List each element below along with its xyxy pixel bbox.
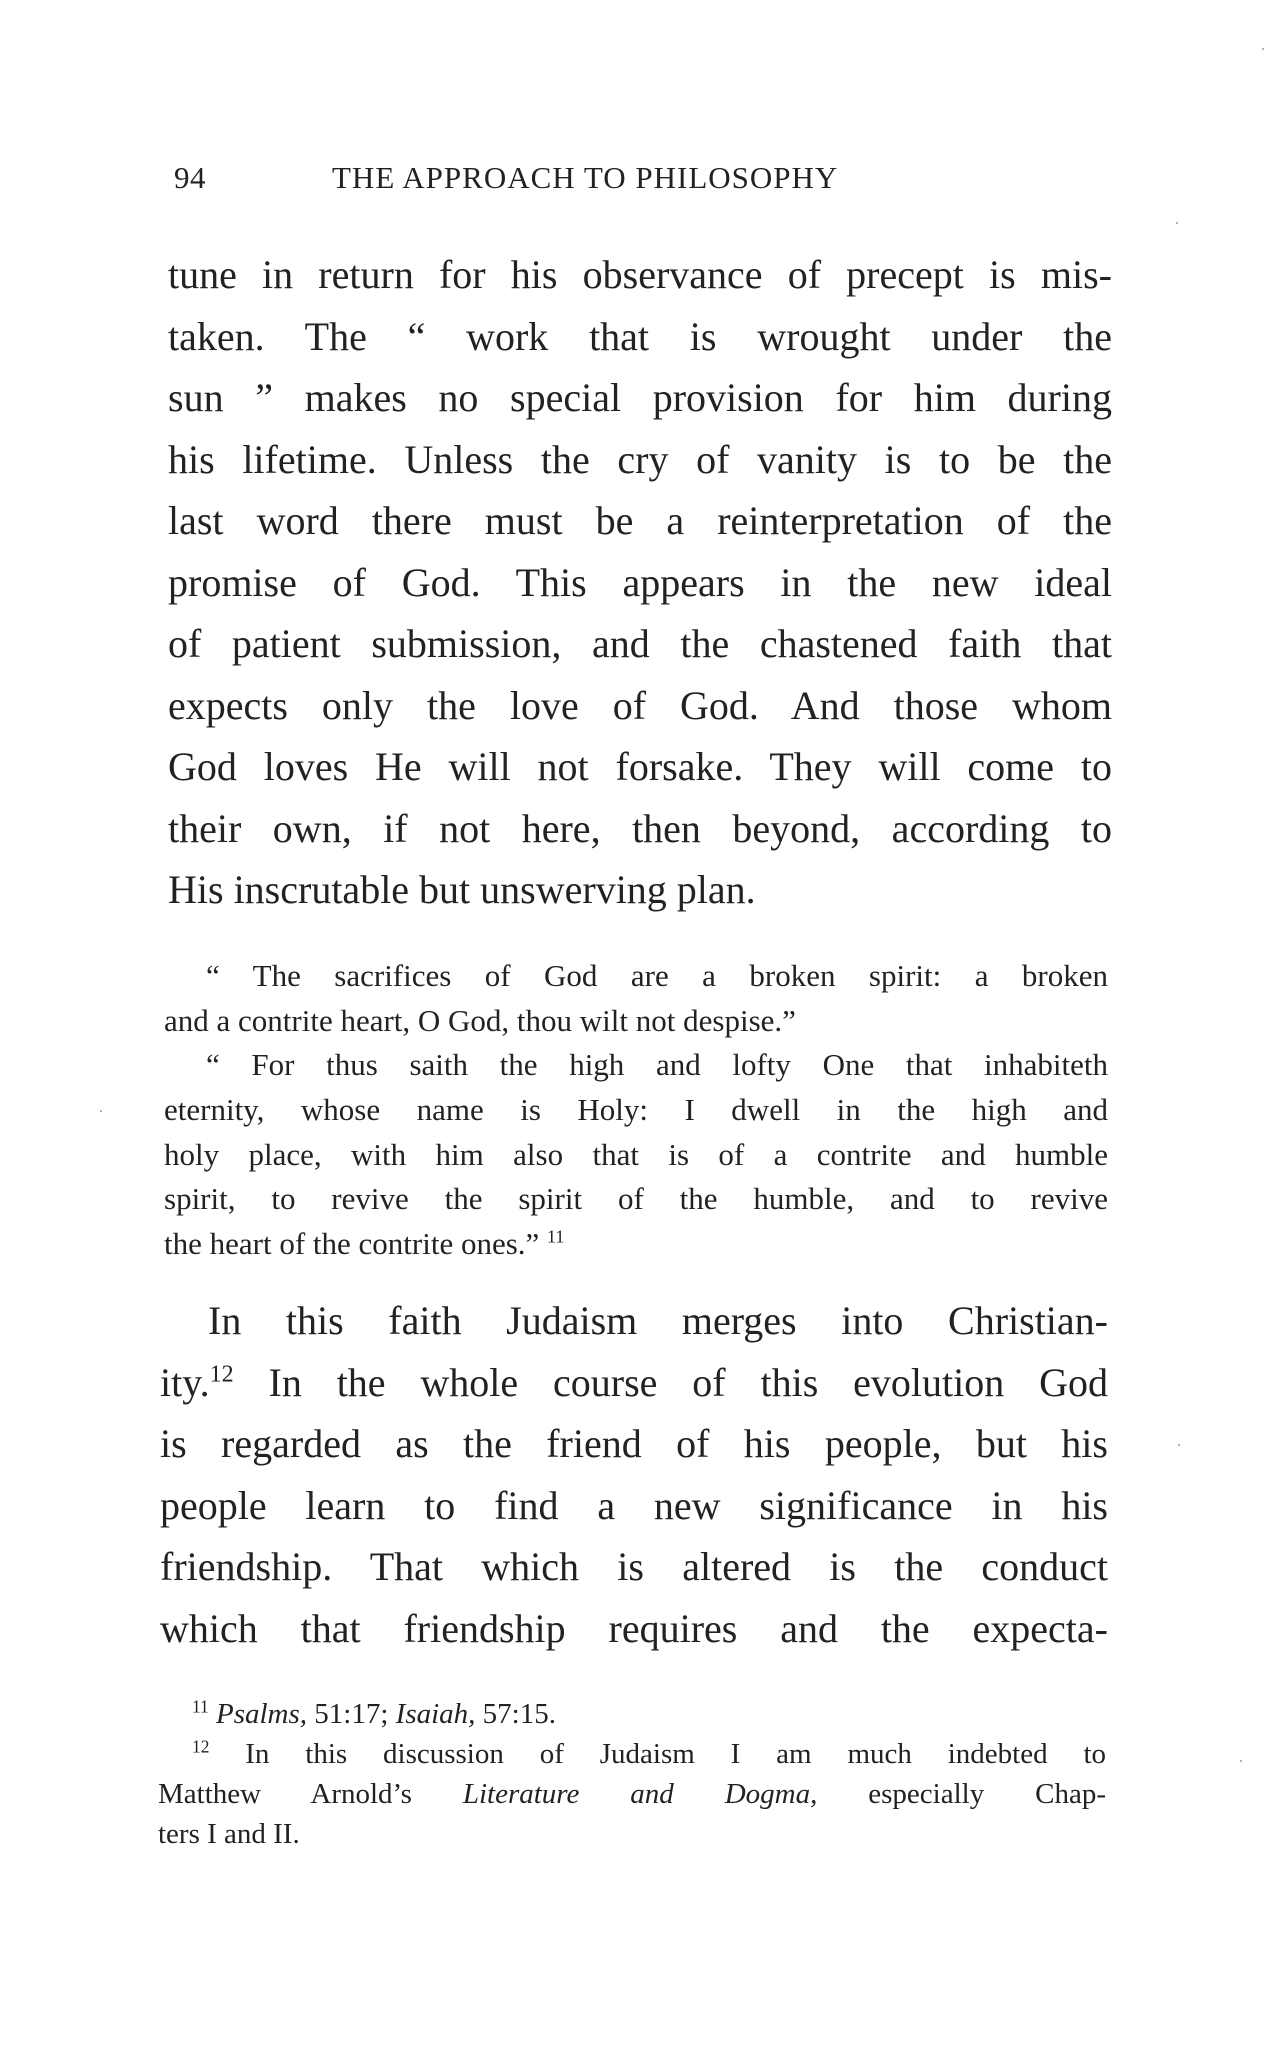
quote-line: holy place, with him also that is of a contrite and humble — [164, 1136, 1108, 1172]
text-line: last word there must be a reinterpretation of the — [168, 498, 1112, 543]
footnote-ref-12: 12 — [209, 1361, 234, 1388]
text-line: his lifetime. Unless the cry of vanity is to be the — [168, 436, 1112, 482]
block-quotation — [164, 954, 1108, 1267]
text-line: is regarded as the friend of his people, but his — [160, 1421, 1108, 1466]
scan-speck — [1176, 222, 1178, 224]
footnote-text: In this discussion of Judaism I am much indebted to — [209, 1738, 1106, 1770]
page-header — [174, 160, 974, 210]
text-line: sun ” makes no special provision for him during — [168, 375, 1112, 420]
text-line: expects only the love of God. And those whom — [168, 682, 1112, 728]
text-line: In this faith Judaism merges into Christian- — [208, 1298, 1108, 1343]
footnote-text: especially Chap- — [817, 1778, 1106, 1810]
text-line: promise of God. This appears in the new ideal — [168, 559, 1112, 605]
footnote-source: Psalms, — [216, 1698, 308, 1730]
text-line: their own, if not here, then beyond, according to — [168, 805, 1112, 851]
footnote-11 — [158, 1694, 1106, 1734]
running-head: THE APPROACH TO PHILOSOPHY — [332, 160, 839, 195]
paragraph-1 — [168, 244, 1112, 921]
scan-speck — [1240, 1760, 1242, 1762]
quote-line: “ The sacrifices of God are a broken spirit: a broken — [206, 958, 1108, 993]
quote-line: eternity, whose name is Holy: I dwell in the high and — [164, 1092, 1108, 1128]
scan-speck — [1262, 48, 1264, 50]
quote-line: spirit, to revive the spirit of the humble, and to revive — [164, 1181, 1108, 1217]
quote-text: the heart of the contrite ones.” — [164, 1226, 540, 1262]
footnote-text: 51:17; — [307, 1698, 396, 1730]
text-fragment: In the whole course of this evolution God — [233, 1359, 1108, 1405]
footnote-number: 12 — [192, 1736, 210, 1757]
footnote-number: 11 — [192, 1696, 209, 1717]
footnote-line — [158, 1774, 1106, 1814]
footnote-line: ters I and II. — [158, 1818, 300, 1850]
quote-line — [164, 1222, 1108, 1267]
quote-line: and a contrite heart, O God, thou wilt not despise.” — [164, 1002, 796, 1038]
text-line: God loves He will not forsake. They will come to — [168, 744, 1112, 789]
footnote-ref-11: 11 — [547, 1226, 565, 1247]
text-line: people learn to find a new significance in his — [160, 1482, 1108, 1528]
footnote-source: Isaiah, — [395, 1698, 476, 1730]
text-line: tune in return for his observance of precept is mis- — [168, 252, 1112, 297]
page-number: 94 — [174, 160, 206, 195]
quote-line: “ For thus saith the high and lofty One that inhabiteth — [206, 1047, 1108, 1083]
scan-speck — [100, 1110, 102, 1112]
text-line: friendship. That which is altered is the conduct — [160, 1544, 1108, 1589]
text-line: taken. The “ work that is wrought under the — [168, 313, 1112, 359]
scan-speck — [1178, 1444, 1180, 1446]
footnote-text: Matthew Arnold’s — [158, 1778, 463, 1810]
footnotes — [158, 1694, 1106, 1854]
text-fragment: ity. — [160, 1359, 210, 1405]
footnote-12 — [158, 1734, 1106, 1774]
footnote-text: 57:15. — [475, 1698, 556, 1730]
book-title: Literature and Dogma, — [462, 1778, 818, 1810]
paragraph-2 — [160, 1290, 1108, 1659]
text-line: His inscrutable but unswerving plan. — [168, 867, 756, 912]
text-line — [160, 1352, 1108, 1414]
text-line: of patient submission, and the chastened faith that — [168, 621, 1112, 666]
text-line: which that friendship requires and the expecta- — [160, 1605, 1108, 1651]
